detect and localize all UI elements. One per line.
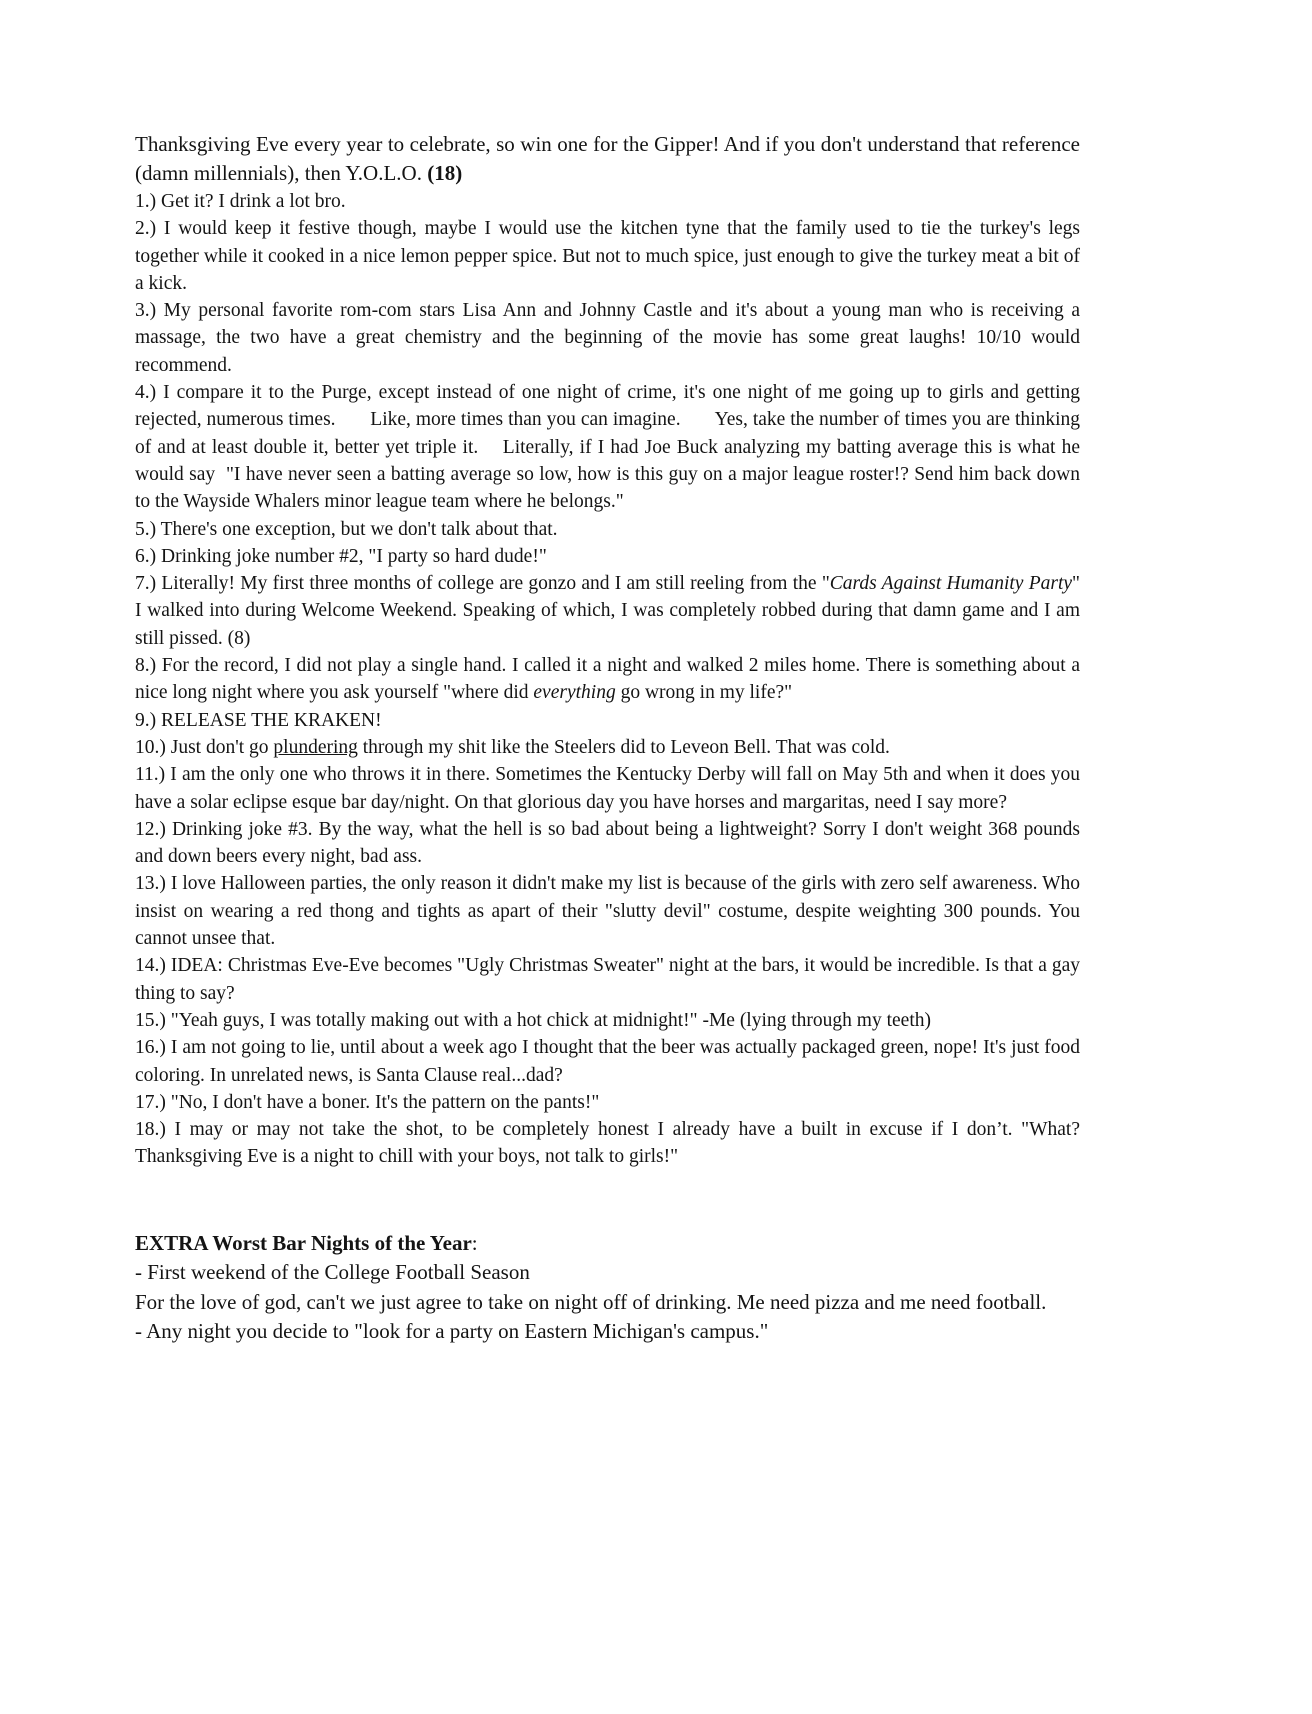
text-segment: : [471, 1230, 478, 1255]
text-segment: 17.) "No, I don't have a boner. It's the pattern on the pants!" [135, 1091, 600, 1113]
list-item [135, 215, 1080, 297]
text-segment: 3.) My personal favorite rom-com stars Lisa Ann and Johnny Castle and it's about a young man who is receiving a massage, the two have a great chemistry and the beginning of the movie has some great laughs! 10/10 would recommend. [135, 300, 1080, 376]
text-segment: plundering [273, 736, 358, 758]
text-segment: 1.) Get it? I drink a lot bro. [135, 191, 346, 212]
extra-paragraphs [135, 1258, 1080, 1347]
numbered-list [135, 188, 1080, 1171]
list-item [135, 761, 1080, 816]
text-segment: 7.) Literally! My first three months of college are gonzo and I am still reeling from the " [135, 573, 830, 595]
list-item [135, 1034, 1080, 1089]
text-segment: - First weekend of the College Football Season [135, 1260, 530, 1285]
text-segment: 18.) I may or may not take the shot, to be completely honest I already have a built in excuse if I don’t. "What? Thanksgiving Eve is a night to chill with your boys, not talk to girls!" [135, 1119, 1080, 1168]
text-segment: everything [533, 682, 616, 704]
list-item [135, 707, 1080, 734]
text-segment: 11.) I am the only one who throws it in there. Sometimes the Kentucky Derby will fall on May 5th and when it does you have a solar eclipse esque bar day/night. On that glorious day you have horses and margaritas, need I say more? [135, 764, 1080, 813]
text-segment: 4.) I compare it to the Purge, except instead of one night of crime, it's one night of me going up to girls and getting rejected, numerous times. Like, more times than you can imagine. Yes, take the number of times you are thinking of and at least double it, better yet triple it. Literally, if I had Joe Buck analyzing my batting average this is what he would say "I have never seen a batting average so low, how is this guy on a major league roster!? Send him back down to the Wayside Whalers minor league team where he belongs." [135, 382, 1080, 513]
text-segment: 13.) I love Halloween parties, the only reason it didn't make my list is because of the girls with zero self awareness. Who insist on wearing a red thong and tights as apart of their "slutty devil" costume, despite weighting 300 pounds. You cannot unsee that. [135, 873, 1080, 950]
list-item [135, 652, 1080, 707]
text-segment: - Any night you decide to "look for a party on Eastern Michigan's campus." [135, 1319, 769, 1344]
list-item [135, 816, 1080, 871]
text-segment: (18) [427, 161, 463, 185]
list-item [135, 1089, 1080, 1116]
intro-paragraph [135, 130, 1080, 188]
text-segment: " I walked into during Welcome Weekend. Speaking of which, I was completely robbed during that damn game and I am still pissed. (8) [135, 573, 1080, 649]
document-content [135, 130, 1080, 1347]
extra-item [135, 1258, 1080, 1288]
extra-heading [135, 1229, 1080, 1259]
text-segment: 6.) Drinking joke number #2, "I party so hard dude!" [135, 545, 547, 567]
text-segment: 15.) "Yeah guys, I was totally making out with a hot chick at midnight!" -Me (lying through my teeth) [135, 1009, 931, 1031]
list-item [135, 870, 1080, 952]
extra-item [135, 1288, 1080, 1318]
text-segment: through my shit like the Steelers did to Leveon Bell. That was cold. [357, 736, 890, 758]
text-segment: EXTRA Worst Bar Nights of the Year [135, 1230, 472, 1255]
list-item [135, 379, 1080, 515]
list-item [135, 952, 1080, 1007]
list-item [135, 1007, 1080, 1034]
list-item [135, 1116, 1080, 1171]
text-segment: go wrong in my life?" [615, 682, 793, 704]
list-item [135, 516, 1080, 543]
text-segment: 8.) For the record, I did not play a single hand. I called it a night and walked 2 miles home. There is something about a nice long night where you ask yourself "where did [135, 655, 1080, 704]
text-segment: For the love of god, can't we just agree to take on night off of drinking. Me need pizza and me need football. [135, 1289, 1047, 1314]
text-segment: 5.) There's one exception, but we don't talk about that. [135, 518, 558, 540]
list-item [135, 734, 1080, 761]
list-item [135, 570, 1080, 652]
text-segment: 16.) I am not going to lie, until about a week ago I thought that the beer was actually packaged green, nope! It's just food coloring. In unrelated news, is Santa Clause real...dad? [135, 1037, 1080, 1086]
text-segment: 12.) Drinking joke #3. By the way, what the hell is so bad about being a lightweight? Sorry I don't weight 368 pounds and down beers every night, bad ass. [135, 818, 1080, 868]
text-segment: 2.) I would keep it festive though, maybe I would use the kitchen tyne that the family used to tie the turkey's legs together while it cooked in a nice lemon pepper spice. But not to much spice, just enough to give the turkey meat a bit of a kick. [135, 218, 1080, 294]
text-segment: Thanksgiving Eve every year to celebrate, so win one for the Gipper! And if you don't understand that reference (damn millennials), then Y.O.L.O. [135, 132, 1080, 185]
text-segment: 9.) RELEASE THE KRAKEN! [135, 709, 382, 731]
list-item [135, 297, 1080, 379]
text-segment: Cards Against Humanity Party [829, 573, 1073, 595]
list-item [135, 188, 1080, 215]
text-segment: 14.) IDEA: Christmas Eve-Eve becomes "Ugly Christmas Sweater" night at the bars, it would be incredible. Is that a gay thing to say? [135, 955, 1080, 1004]
extra-item [135, 1317, 1080, 1347]
text-segment: 10.) Just don't go [135, 736, 274, 758]
list-item [135, 543, 1080, 570]
extra-section [135, 1229, 1080, 1347]
